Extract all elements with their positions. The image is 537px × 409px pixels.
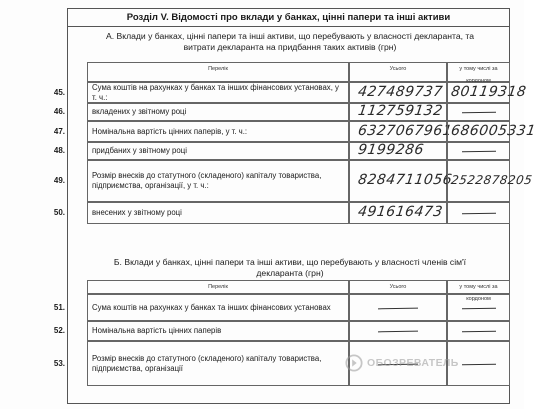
empty-dash bbox=[462, 213, 496, 215]
total-value-cell bbox=[349, 321, 447, 341]
total-value: 112759132 bbox=[356, 103, 444, 120]
section-a-prefix: А. bbox=[106, 31, 115, 41]
table-row bbox=[53, 142, 510, 160]
total-value-cell bbox=[349, 142, 447, 160]
total-value-cell bbox=[349, 202, 447, 224]
empty-dash bbox=[378, 307, 418, 309]
abroad-value-cell bbox=[447, 202, 510, 224]
total-value: 491616473 bbox=[356, 204, 444, 221]
abroad-value-cell bbox=[447, 82, 528, 103]
empty-dash bbox=[378, 331, 418, 333]
abroad-value: 80119318 bbox=[449, 83, 528, 100]
row-number: 48. bbox=[53, 146, 65, 155]
abroad-value-cell bbox=[447, 321, 510, 341]
table-row bbox=[53, 202, 510, 224]
row-label: Номінальна вартість цінних паперів bbox=[87, 321, 349, 341]
empty-dash bbox=[462, 112, 496, 114]
row-number: 46. bbox=[53, 107, 65, 116]
abroad-value-cell bbox=[447, 103, 510, 121]
abroad-value-cell bbox=[447, 121, 537, 142]
obozrevatel-logo-icon bbox=[345, 354, 363, 372]
empty-dash bbox=[462, 307, 496, 309]
row-number: 52. bbox=[53, 326, 65, 335]
row-label: Сума коштів на рахунках у банках та інших фінансових установах bbox=[87, 294, 349, 321]
col-abroad-header: у тому числі за кордоном bbox=[447, 62, 510, 82]
row-label: Розмір внесків до статутного (складеного) капіталу товариства, підприємства, організації bbox=[87, 341, 349, 386]
total-value-cell bbox=[349, 103, 447, 121]
row-label: вкладених у звітному році bbox=[87, 103, 349, 121]
row-number: 47. bbox=[53, 126, 65, 136]
row-label: Сума коштів на рахунках у банках та інших фінансових установах, у т. ч.: bbox=[87, 82, 349, 103]
row-number: 51. bbox=[53, 302, 65, 312]
watermark bbox=[345, 352, 515, 374]
total-value: 8284711056 bbox=[356, 172, 454, 189]
total-value: 427489737 bbox=[356, 83, 444, 100]
row-number: 53. bbox=[53, 358, 65, 368]
total-value-cell bbox=[349, 294, 447, 321]
row-number: 49. bbox=[53, 176, 65, 185]
table-row bbox=[53, 103, 510, 121]
abroad-value-cell bbox=[447, 160, 534, 202]
row-label: Номінальна вартість цінних паперів, у т. ч.: bbox=[87, 121, 349, 142]
col-total-header: Усього bbox=[349, 62, 447, 82]
table-row bbox=[53, 160, 534, 202]
row-number: 45. bbox=[53, 87, 65, 97]
abroad-value: 686005331 bbox=[449, 122, 537, 139]
total-value: 9199286 bbox=[356, 142, 425, 159]
section-b-header-row bbox=[67, 280, 510, 302]
empty-dash bbox=[462, 151, 496, 153]
abroad-value: 2522878205 bbox=[450, 173, 534, 188]
table-row bbox=[53, 294, 510, 321]
row-label: придбаних у звітному році bbox=[87, 142, 349, 160]
total-value-cell bbox=[349, 82, 447, 103]
abroad-value-cell bbox=[447, 142, 510, 160]
row-number: 50. bbox=[53, 208, 65, 217]
row-label: внесених у звітному році bbox=[87, 202, 349, 224]
table-row bbox=[53, 82, 528, 103]
abroad-value-cell bbox=[447, 294, 510, 321]
section-b-heading-text: Вклади у банках, цінні папери та інші активи, що перебувають у власності членів сім'ї декларанта (грн) bbox=[124, 257, 467, 278]
section-a-header-row bbox=[67, 62, 510, 82]
section-title: Розділ V. Відомості про вклади у банках, цінні папери та інші активи bbox=[67, 8, 510, 27]
col-abroad-header: у тому числі за кордоном bbox=[447, 280, 510, 294]
section-b-heading bbox=[92, 257, 488, 279]
section-a-heading-text: Вклади у банках, цінні папери та інші активи, що перебувають у власності декларанта, та витрати декларанта на придбання таких активів (грн) bbox=[116, 31, 474, 52]
row-label: Розмір внесків до статутного (складеного) капіталу товариства, підприємства, організації, у т. ч.: bbox=[87, 160, 349, 202]
col-item-header: Перелік bbox=[87, 280, 349, 294]
total-value-cell bbox=[349, 121, 454, 142]
col-total-header: Усього bbox=[349, 280, 447, 294]
table-row bbox=[53, 121, 537, 142]
col-item-header: Перелік bbox=[87, 62, 349, 82]
section-a-heading bbox=[92, 31, 488, 53]
section-b-prefix: Б. bbox=[113, 257, 122, 267]
empty-dash bbox=[462, 331, 496, 333]
table-row bbox=[53, 321, 510, 341]
watermark-text: ОБОЗРЕВАТЕЛЬ bbox=[367, 357, 459, 369]
total-value: 6327067961 bbox=[356, 122, 454, 139]
total-value-cell bbox=[349, 160, 454, 202]
